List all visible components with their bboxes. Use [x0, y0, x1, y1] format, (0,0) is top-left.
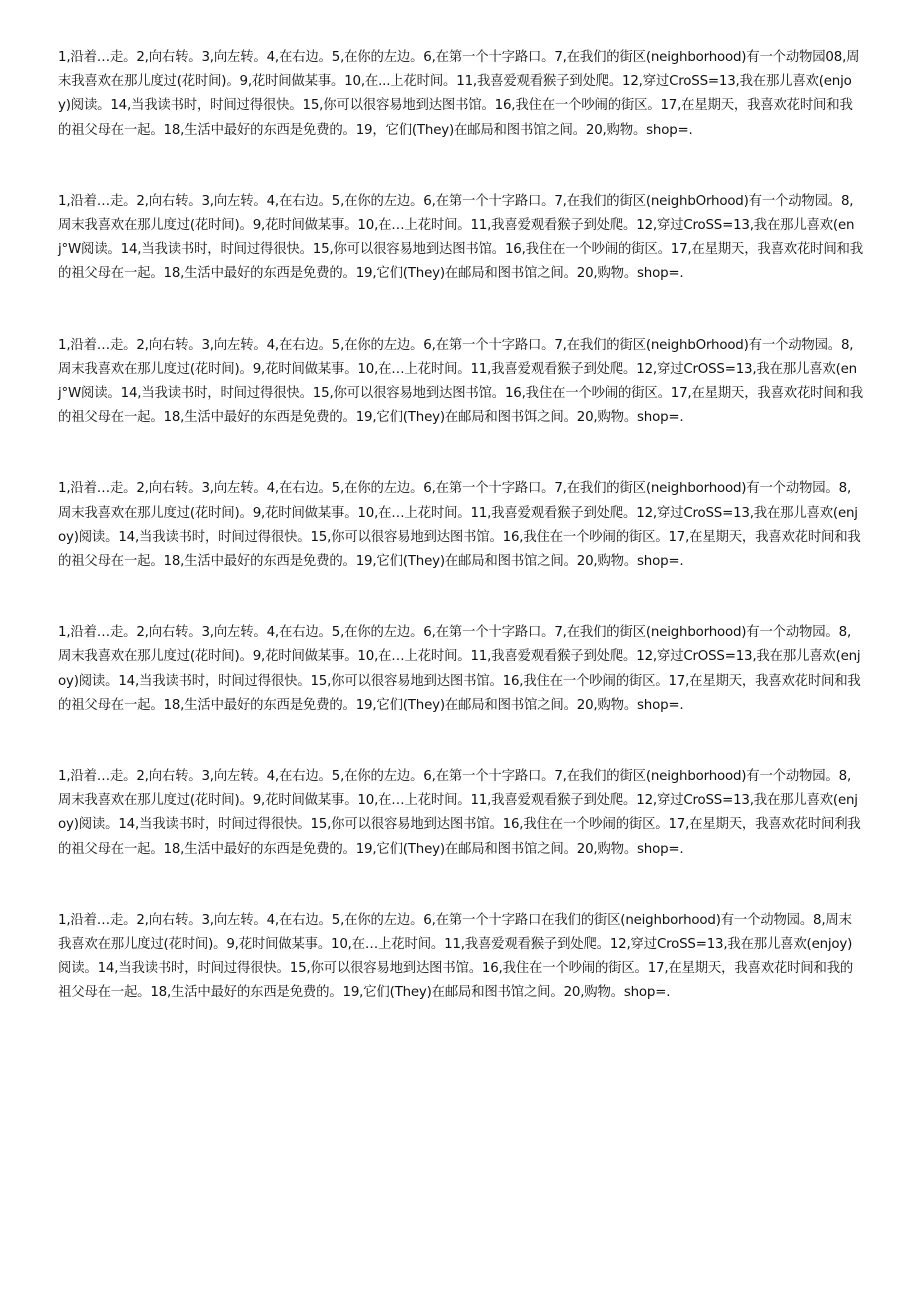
paragraph-1: 1,沿着…走。2,向右转。3,向左转。4,在右边。5,在你的左边。6,在第一个十字路口。7,在我们的街区(neighborhood)有一个动物园08,周末我喜欢在那儿度过(花时间)。9,花时间做某事。10,在...上花时间。11,我喜爱观看猴子到处爬。12,穿过CroSS=13,我在那儿喜欢(enjoy)阅读。14,当我读书时，时间过得很快。15,你可以很容易地到达图书馆。16,我住在一个吵闹的街区。17,在星期天，我喜欢花时间和我的祖父母在一起。18,生活中最好的东西是免费的。19，它们(They)在邮局和图书馆之间。20,购物。shop=.: [58, 50, 860, 138]
paragraph-3: 1,沿着…走。2,向右转。3,向左转。4,在右边。5,在你的左边。6,在第一个十字路口。7,在我们的街区(neighbOrhood)有一个动物园。8,周末我喜欢在那儿度过(花时间)。9,花时间做某事。10,在…上花时间。11,我喜爱观看猴子到处爬。12,穿过CrOSS=13,我在那儿喜欢(enj°W阅读。14,当我读书时，时间过得很快。15,你可以很容易地到达图书馆。16,我住在一个吵闹的街区。17,在星期天，我喜欢花时间和我的祖父母在一起。18,生活中最好的东西是免费的。19,它们(They)在邮局和图书饵之间。20,购物。shop=.: [58, 337, 863, 426]
paragraph-7: 1,沿着…走。2,向右转。3,向左转。4,在右边。5,在你的左边。6,在第一个十字路口在我们的街区(neighborhood)有一个动物园。8,周末我喜欢在那儿度过(花时间)。9,花时间做某事。10,在…上花时间。11,我喜爱观看猴子到处爬。12,穿过CroSS=13,我在那儿喜欢(enjoy)阅读。14,当我读书时，时间过得很快。15,你可以很容易地到达图书馆。16,我住在一个吵闹的街区。17,在星期天，我喜欢花时间和我的祖父母在一起。18,生活中最好的东西是免费的。19,它们(They)在邮局和图书馆之间。20,购物。shop=.: [58, 912, 854, 1001]
paragraph-4: 1,沿着…走。2,向右转。3,向左转。4,在右边。5,在你的左边。6,在第一个十字路口。7,在我们的街区(neighborhood)有一个动物园。8,周末我喜欢在那儿度过(花时间)。9,花时间做某事。10,在…上花时间。11,我喜爱观看猴子到处爬。12,穿过CroSS=13,我在那儿喜欢(enjoy)阅读。14,当我读书时，时间过得很快。15,你可以很容易地到达图书馆。16,我住在一个吵闹的街区。17,在星期天，我喜欢花时间和我的祖父母在一起。18,生活中最好的东西是免费的。19,它们(They)在邮局和图书馆之间。20,购物。shop=.: [58, 481, 861, 570]
paragraph-2: 1,沿着…走。2,向右转。3,向左转。4,在右边。5,在你的左边。6,在第一个十字路口。7,在我们的街区(neighbOrhood)有一个动物园。8,周末我喜欢在那儿度过(花时间)。9,花时间做某事。10,在…上花时间。11,我喜爱观看猴子到处爬。12,穿过CroSS=13,我在那儿喜欢(enj°W阅读。14,当我读书时，时间过得很快。15,你可以很容易地到达图书馆。16,我住在一个吵闹的街区。17,在星期天，我喜欢花时间和我的祖父母在一起。18,生活中最好的东西是免费的。19,它们(They)在邮局和图书馆之间。20,购物。shop=.: [58, 193, 863, 282]
paragraph-5: 1,沿着…走。2,向右转。3,向左转。4,在右边。5,在你的左边。6,在第一个十字路口。7,在我们的街区(neighborhood)有一个动物园。8,周末我喜欢在那儿度过(花时间)。9,花时间做某事。10,在…上花时间。11,我喜爱观看猴子到处爬。12,穿过CrOSS=13,我在那儿喜欢(enjoy)阅读。14,当我读书时，时间过得很快。15,你可以很容易地到达图书馆。16,我住在一个吵闹的街区。17,在星期天，我喜欢花时间和我的祖父母在一起。18,生活中最好的东西是免费的。19,它们(They)在邮局和图书馆之间。20,购物。shop=.: [58, 625, 861, 713]
paragraph-6: 1,沿着…走。2,向右转。3,向左转。4,在右边。5,在你的左边。6,在第一个十字路口。7,在我们的街区(neighborhood)有一个动物园。8,周末我喜欢在那儿度过(花时间)。9,花时间做某事。10,在…上花时间。11,我喜爱观看猴子到处爬。12,穿过CroSS=13,我在那儿喜欢(enjoy)阅读。14,当我读书时，时间过得很快。15,你可以很容易地到达图书馆。16,我住在一个吵闹的街区。17,在星期天，我喜欢花时间利我的祖父母在一起。18,生活中最好的东西是免费的。19,它们(They)在邮局和图书馆之间。20,购物。shop=.: [58, 769, 861, 857]
